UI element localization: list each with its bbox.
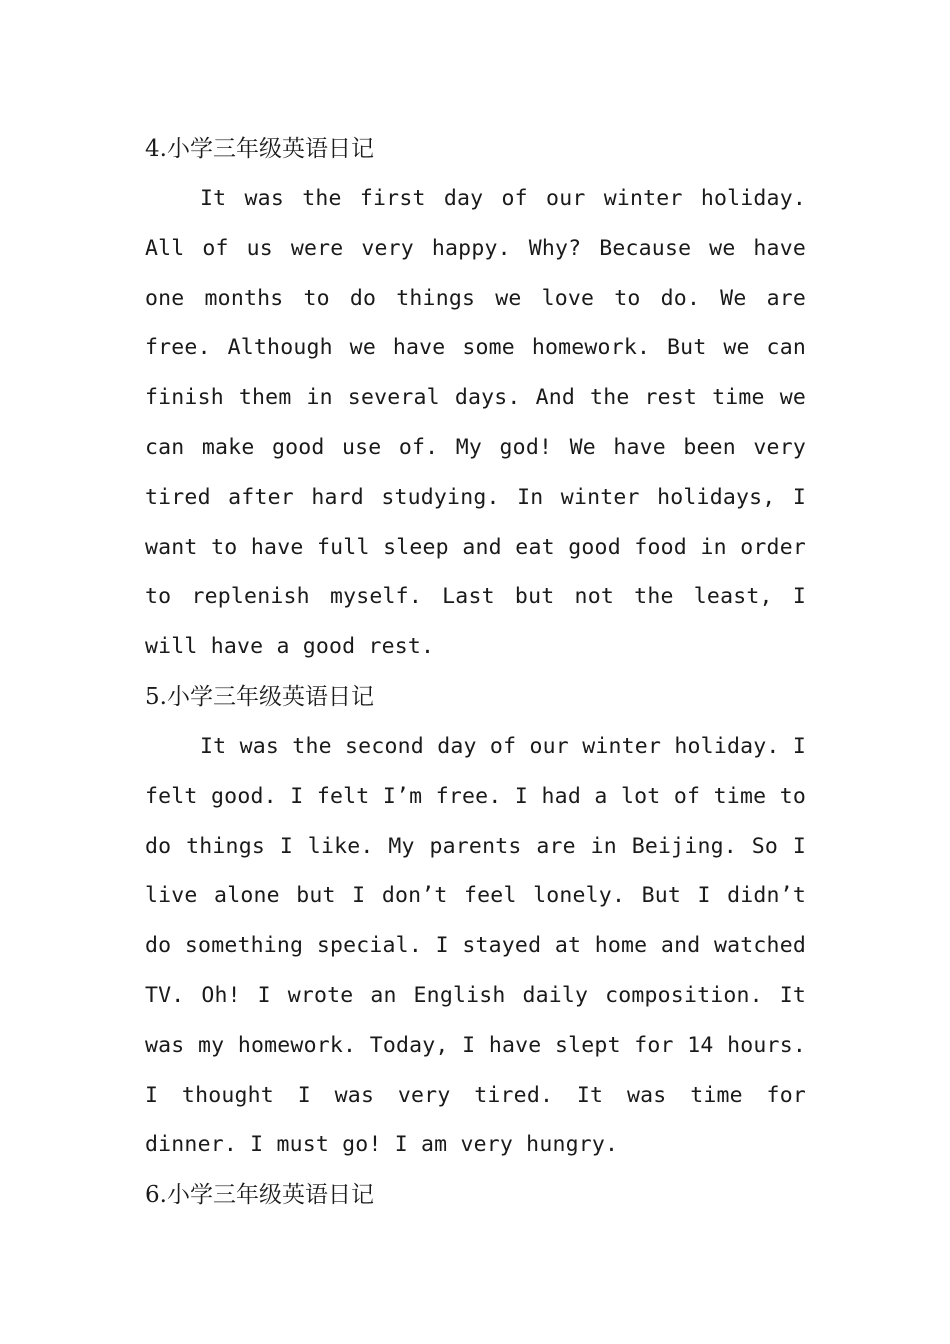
section-heading: 6.小学三年级英语日记 — [145, 1182, 374, 1209]
section-heading: 4.小学三年级英语日记 — [145, 136, 374, 162]
section-heading: 5.小学三年级英语日记 — [145, 683, 374, 710]
document-content — [145, 124, 806, 1220]
section-paragraph: It was the first day of our winter holiday. All of us were very happy. Why? Because we have one months to do things we love to do. We are free. Although we have some homework. But we can finish them in several days. And the rest time we can make good use of. My god! We have been very tired after hard studying. In winter holidays, I want to have full sleep and eat good food in order to replenish myself. Last but not the least, I will have a good rest. — [145, 186, 806, 660]
section-paragraph: It was the second day of our winter holiday. I felt good. I felt I’m free. I had a lot of time to do things I like. My parents are in Beijing. So I live alone but I don’t feel lonely. But I didn’t do something special. I stayed at home and watched TV. Oh! I wrote an English daily composition. It was my homework. Today, I have slept for 14 hours. I thought I was very tired. It was time for dinner. I must go! I am very hungry. — [145, 733, 806, 1158]
